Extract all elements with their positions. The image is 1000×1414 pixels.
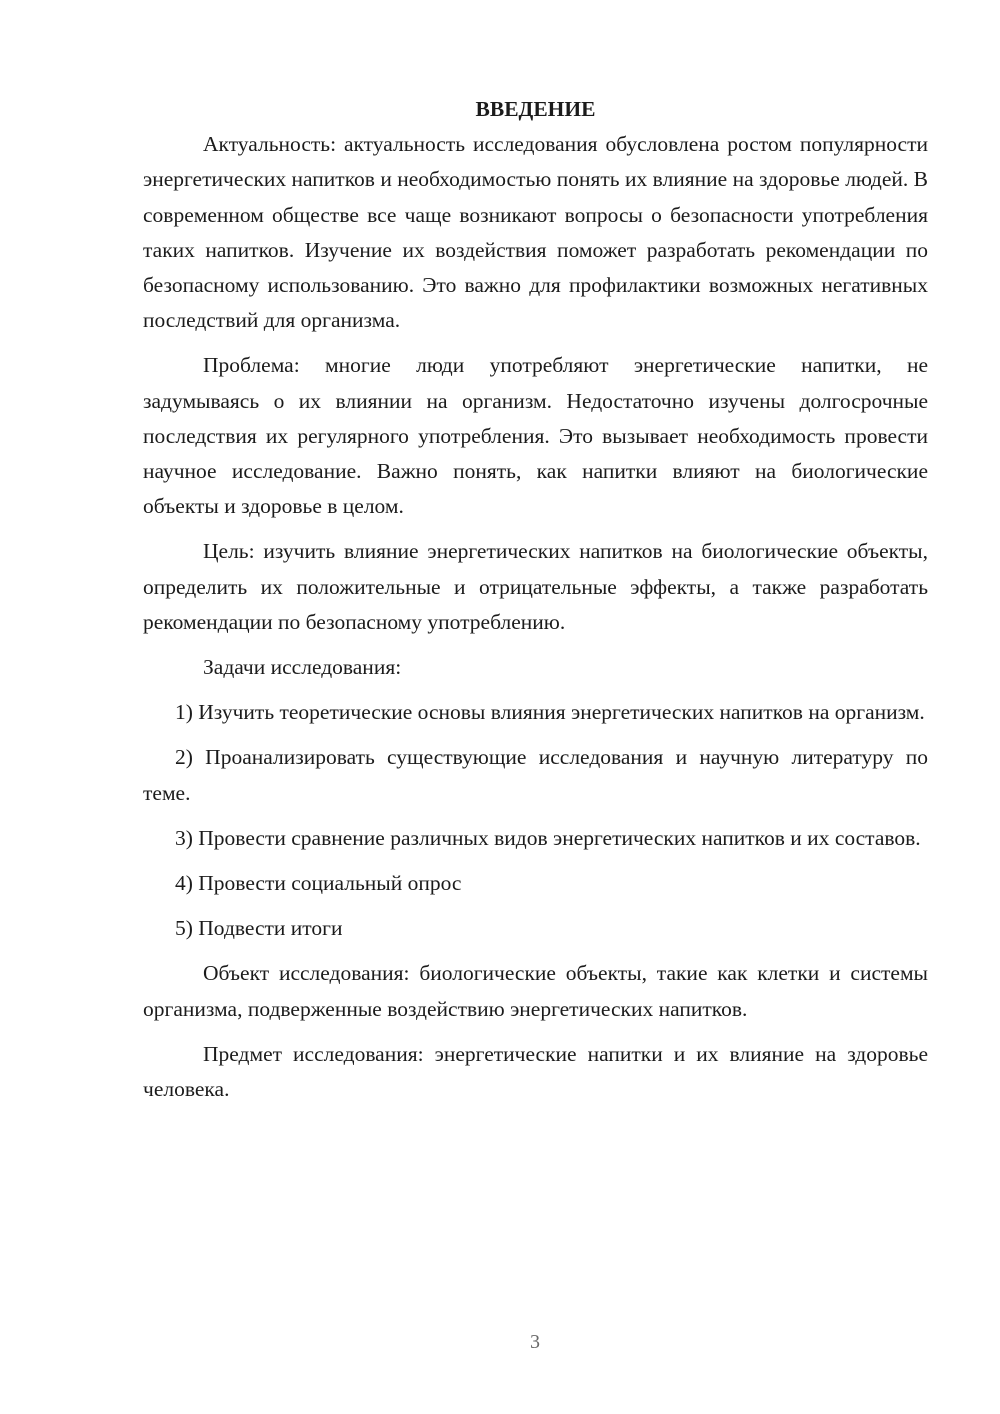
tasks-list	[143, 695, 928, 946]
task-item: 4) Провести социальный опрос	[175, 871, 462, 896]
goal-paragraph: Цель: изучить влияние энергетических напитков на биологические объекты, определить их положительные и отрицательные эффекты, а также разработать рекомендации по безопасному употреблению.	[143, 539, 928, 634]
object-paragraph: Объект исследования: биологические объекты, такие как клетки и системы организма, подверженные воздействию энергетических напитков.	[143, 961, 928, 1021]
page-number: 3	[530, 1331, 540, 1353]
task-item: 3) Провести сравнение различных видов энергетических напитков и их составов.	[175, 825, 921, 850]
relevance-paragraph: Актуальность: актуальность исследования обусловлена ростом популярности энергетических напитков и необходимостью понять их влияние на здоровье людей. В современном обществе все чаще возникают вопросы о безопасности употребления таких напитков. Изучение их воздействия поможет разработать рекомендации по безопасному использованию. Это важно для профилактики возможных негативных последствий для организма.	[143, 132, 928, 333]
problem-paragraph: Проблема: многие люди употребляют энергетические напитки, не задумываясь о их влиянии на организм. Недостаточно изучены долгосрочные последствия их регулярного употребления. Это вызывает необходимость провести научное исследование. Важно понять, как напитки влияют на биологические объекты и здоровье в целом.	[143, 353, 928, 519]
document-page	[143, 92, 928, 1107]
task-item: 1) Изучить теоретические основы влияния энергетических напитков на организм.	[175, 700, 925, 725]
task-item: 2) Проанализировать существующие исследования и научную литературу по теме.	[143, 745, 928, 805]
subject-paragraph: Предмет исследования: энергетические напитки и их влияние на здоровье человека.	[143, 1041, 928, 1102]
page-title: ВВЕДЕНИЕ	[475, 97, 596, 121]
task-item: 5) Подвести итоги	[175, 916, 343, 941]
tasks-heading: Задачи исследования:	[203, 655, 402, 680]
